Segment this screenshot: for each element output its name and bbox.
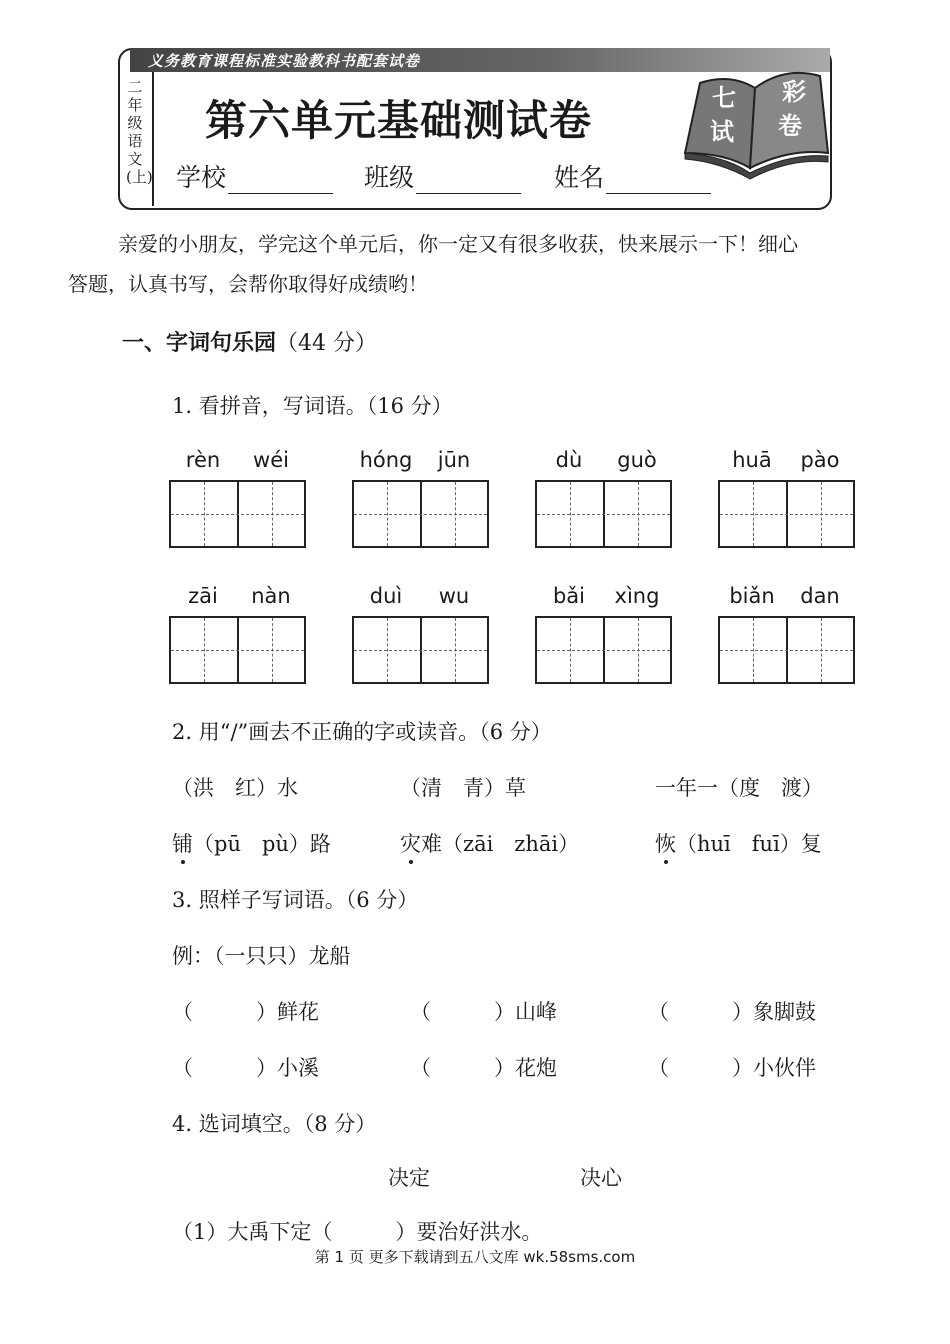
school-label: 学校 — [176, 163, 227, 192]
class-label: 班级 — [364, 163, 415, 192]
q3-title: 3. 照样子写词语。（6 分） — [172, 888, 419, 912]
page-title: 第六单元基础测试卷 — [205, 96, 593, 145]
q2-item: （清 青）草 — [400, 776, 526, 800]
q2-item — [400, 828, 579, 858]
q2-char: 难 — [421, 832, 442, 856]
pinyin-syllable: guò — [617, 448, 657, 472]
tianzige-box[interactable] — [718, 616, 855, 684]
pinyin-syllable: wu — [438, 584, 470, 608]
book-char-3: 试 — [710, 117, 734, 146]
tianzige-box[interactable] — [169, 480, 306, 548]
class-blank[interactable] — [416, 171, 521, 194]
tianzige-box[interactable] — [718, 480, 855, 548]
q1-title: 1. 看拼音，写词语。（16 分） — [172, 394, 453, 418]
book-char-2: 彩 — [782, 77, 806, 106]
name-label: 姓名 — [554, 163, 605, 192]
book-logo — [680, 58, 830, 188]
pinyin-syllable: huā — [732, 448, 772, 472]
side-tab — [118, 72, 154, 206]
pinyin-syllable: jūn — [437, 448, 471, 472]
tianzige-box[interactable] — [352, 616, 489, 684]
school-field[interactable] — [176, 158, 333, 194]
q3-item[interactable]: （ ）象脚鼓 — [648, 1000, 816, 1024]
grade-label: 二年级语文(上) — [126, 78, 153, 186]
section-points: （44 分） — [276, 331, 378, 356]
q3-item[interactable]: （ ）花炮 — [410, 1056, 557, 1080]
dotted-char: 恢 — [655, 832, 676, 856]
tianzige-box[interactable] — [535, 480, 672, 548]
q2-item — [172, 828, 331, 858]
series-text: 义务教育课程标准实验教科书配套试卷 — [148, 52, 421, 70]
tianzige-box[interactable] — [535, 616, 672, 684]
page-footer: 第 1 页 更多下载请到五八文库 wk.58sms.com — [314, 1248, 636, 1266]
dotted-char: 铺 — [172, 832, 193, 856]
q2-title: 2. 用“/”画去不正确的字或读音。（6 分） — [172, 720, 552, 744]
pinyin-syllable: rèn — [185, 448, 221, 472]
word-choice: 决定 — [388, 1166, 430, 1190]
book-char-4: 卷 — [778, 111, 802, 140]
pinyin-syllable: xìng — [614, 584, 660, 608]
dotted-char: 灾 — [400, 832, 421, 856]
pinyin-syllable: pào — [800, 448, 840, 472]
q4-sentence[interactable]: （1）大禹下定（ ）要治好洪水。 — [172, 1220, 543, 1244]
word-choice: 决心 — [580, 1166, 622, 1190]
pinyin-syllable: biǎn — [729, 584, 775, 608]
class-field[interactable] — [364, 158, 521, 194]
tianzige-box[interactable] — [169, 616, 306, 684]
q3-item[interactable]: （ ）鲜花 — [172, 1000, 319, 1024]
pinyin-syllable: bǎi — [552, 584, 586, 608]
q2-reading: （pū pù）路 — [193, 832, 331, 856]
pinyin-syllable: hóng — [359, 448, 413, 472]
pinyin-syllable: wéi — [253, 448, 289, 472]
pinyin-syllable: nàn — [251, 584, 291, 608]
section-title-text: 一、字词句乐园 — [122, 330, 277, 356]
q2-reading: （huī fuī）复 — [676, 832, 822, 856]
q2-item: 一年一（度 渡） — [655, 776, 823, 800]
tianzige-box[interactable] — [352, 480, 489, 548]
q2-item — [655, 828, 822, 858]
pinyin-syllable: duì — [369, 584, 403, 608]
pinyin-syllable: dan — [800, 584, 840, 608]
school-blank[interactable] — [228, 171, 333, 194]
q2-item: （洪 红）水 — [172, 776, 298, 800]
q3-example: 例：（一只只）龙船 — [172, 944, 351, 968]
q3-item[interactable]: （ ）小溪 — [172, 1056, 319, 1080]
section-title — [122, 326, 377, 357]
intro-line-1: 亲爱的小朋友，学完这个单元后，你一定又有很多收获，快来展示一下！细心 — [118, 232, 798, 256]
pinyin-syllable: zāi — [188, 584, 218, 608]
pinyin-syllable: dù — [555, 448, 583, 472]
book-char-1: 七 — [712, 83, 736, 112]
q3-item[interactable]: （ ）山峰 — [410, 1000, 557, 1024]
q4-title: 4. 选词填空。（8 分） — [172, 1112, 377, 1136]
intro-line-2: 答题，认真书写，会帮你取得好成绩哟！ — [68, 272, 428, 296]
q3-item[interactable]: （ ）小伙伴 — [648, 1056, 816, 1080]
q2-reading: （zāi zhāi） — [442, 832, 580, 856]
